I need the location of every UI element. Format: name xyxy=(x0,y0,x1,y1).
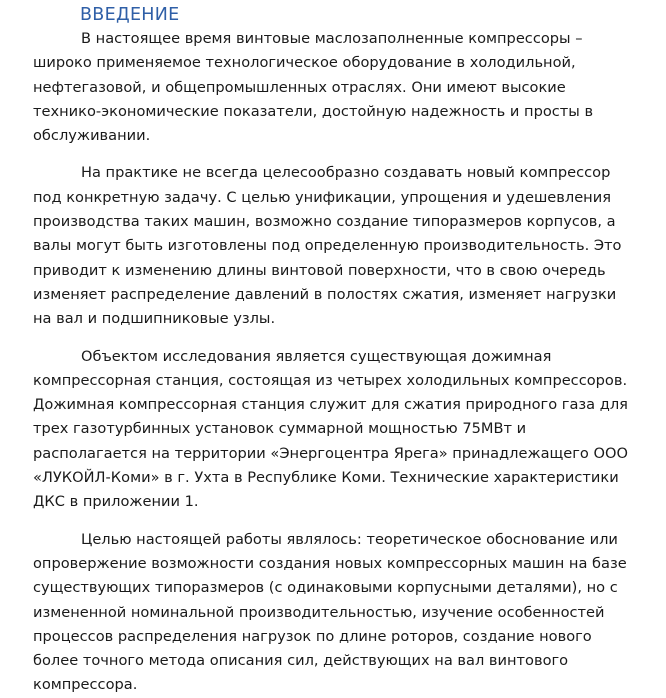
paragraph-goal: Целью настоящей работы являлось: теоретическое обоснование или опровержение возможности создания новых компрессорных машин на базе существующих типоразмеров (с одинаковыми корпусными деталями), но с измененной номинальной производительностью, изучение особенностей процессов распределения нагрузок по длине роторов, создание нового более точного метода описания сил, действующих на вал винтового компрессора. xyxy=(33,530,627,694)
paragraph-intro: В настоящее время винтовые маслозаполненные компрессоры – широко применяемое технологическое оборудование в холодильной, нефтегазовой, и общепромышленных отраслях. Они имеют высокие технико-экономические показатели, достойную надежность и просты в обслуживании. xyxy=(33,30,594,145)
paragraph-practice: На практике не всегда целесообразно создавать новый компрессор под конкретную задачу. С целью унификации, упрощения и удешевления производства таких машин, возможно создание типоразмеров корпусов, а валы могут быть изготовлены под определенную производительность. Это приводит к изменению длины винтовой поверхности, что в свою очередь изменяет распределение давлений в полостях сжатия, изменяет нагрузки на вал и подшипниковые узлы. xyxy=(33,164,622,328)
section-heading: ВВЕДЕНИЕ xyxy=(80,5,180,25)
paragraph-research-object: Объектом исследования является существующая дожимная компрессорная станция, состоящая из четырех холодильных компрессоров. Дожимная компрессорная станция служит для сжатия природного газа для трех газотурбинных установок суммарной мощностью 75МВт и располагается на территории «Энергоцентра Ярега» принадлежащего ООО «ЛУКОЙЛ-Коми» в г. Ухта в Республике Коми. Технические характеристики ДКС в приложении 1. xyxy=(33,347,628,511)
